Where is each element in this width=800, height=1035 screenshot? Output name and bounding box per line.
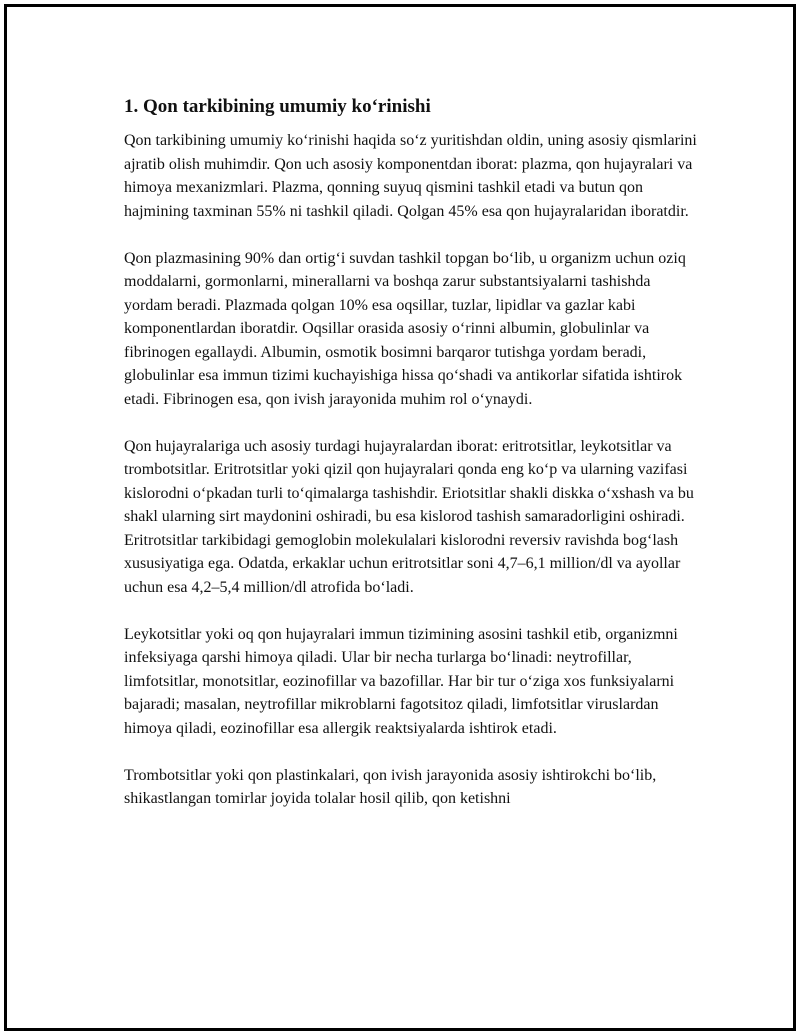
page-frame (4, 4, 796, 1031)
paragraph: Trombotsitlar yoki qon plastinkalari, qon ivish jarayonida asosiy ishtirokchi bo‘lib, shikastlangan tomirlar joyida tolalar hosil qilib, qon ketishni (124, 766, 657, 807)
document-body (122, 95, 697, 834)
paragraph: Qon plazmasining 90% dan ortig‘i suvdan tashkil topgan bo‘lib, u organizm uchun oziq moddalarni, gormonlarni, minerallarni va boshqa zarur substantsiyalarni tashishda yordam beradi. Plazmada qolgan 10% esa oqsillar, tuzlar, lipidlar va gazlar kabi komponentlardan iboratdir. Oqsillar orasida asosiy o‘rinni albumin, globulinlar va fibrinogen egallaydi. Albumin, osmotik bosimni barqaror tutishga yordam beradi, globulinlar esa immun tizimi kuchayishiga hissa qo‘shadi va antikorlar sifatida ishtirok etadi. Fibrinogen esa, qon ivish jarayonida muhim rol o‘ynaydi. (124, 249, 686, 408)
paragraph: Qon tarkibining umumiy ko‘rinishi haqida so‘z yuritishdan oldin, uning asosiy qismlarini ajratib olish muhimdir. Qon uch asosiy komponentdan iborat: plazma, qon hujayralari va himoya mexanizmlari. Plazma, qonning suyuq qismini tashkil etadi va butun qon hajmining taxminan 55% ni tashkil qiladi. Qolgan 45% esa qon hujayralaridan iboratdir. (124, 132, 697, 220)
paragraph: Leykotsitlar yoki oq qon hujayralari immun tizimining asosini tashkil etib, organizmni infeksiyaga qarshi himoya qiladi. Ular bir necha turlarga bo‘linadi: neytrofillar, limfotsitlar, monotsitlar, eozinofillar va bazofillar. Har bir tur o‘ziga xos funksiyalarni bajaradi; masalan, neytrofillar mikroblarni fagotsitoz qiladi, limfotsitlar viruslardan himoya qiladi, eozinofillar esa allergik reaktsiyalarda ishtirok etadi. (124, 625, 678, 737)
section-heading: 1. Qon tarkibining umumiy ko‘rinishi (124, 96, 431, 117)
paragraph: Qon hujayralariga uch asosiy turdagi hujayralardan iborat: eritrotsitlar, leykotsitlar va trombotsitlar. Eritrotsitlar yoki qizil qon hujayralari qonda eng ko‘p va ularning vazifasi kislorodni o‘pkadan turli to‘qimalarga tashishdir. Eriotsitlar shakli diskka o‘xshash va bu shakl ularning sirt maydonini oshiradi, bu esa kislorod tashish samaradorligini oshiradi. Eritrotsitlar tarkibidagi gemoglobin molekulalari kislorodni reversiv ravishda bog‘lash xususiyatiga ega. Odatda, erkaklar uchun eritrotsitlar soni 4,7–6,1 million/dl va ayollar uchun esa 4,2–5,4 million/dl atrofida bo‘ladi. (124, 437, 694, 596)
